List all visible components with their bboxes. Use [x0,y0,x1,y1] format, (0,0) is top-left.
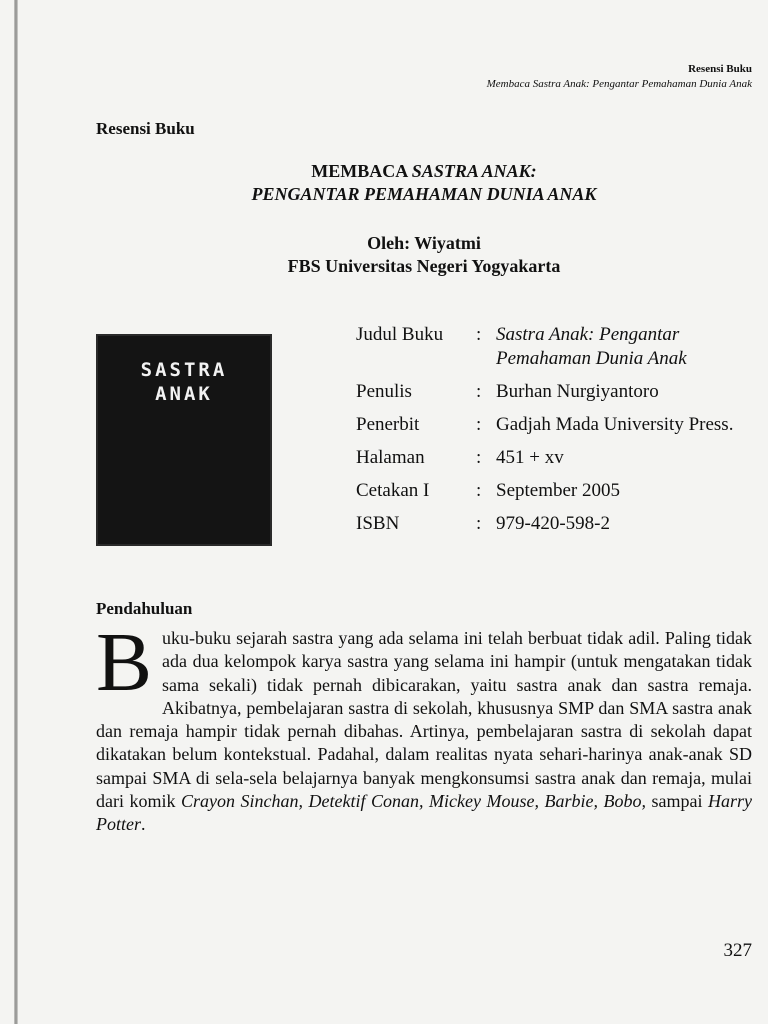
book-info-value: 451 + xv [496,447,564,468]
book-info-value: Sastra Anak: Pengantar Pemahaman Dunia Anak [496,324,687,369]
book-info-label: Judul Buku [356,324,444,345]
book-info-label: ISBN [356,513,400,534]
book-info-label: Penulis [356,381,412,402]
book-info-colon: : [476,447,482,468]
book-info-colon: : [476,480,482,501]
title-line-1-italic: SASTRA ANAK: [411,161,537,181]
page-binding-edge [14,0,18,1024]
book-info-row [356,479,756,503]
book-info-row [356,446,756,470]
book-info-value: Gadjah Mada University Press. [496,414,734,435]
book-info-colon: : [476,324,482,345]
intro-italic-harry-potter: Harry Potter [96,791,752,835]
book-info-colon: : [476,414,482,435]
intro-text-main: uku-buku sejarah sastra yang ada selama ini telah berbuat tidak adil. Paling tidak ada dua kelompok karya sastra yang selama ini hampir (untuk mengatakan tidak sama sekali) tidak pernah dibicarakan, yaitu sastra anak dan sastra remaja. Akibatnya, pembelajaran sastra di sekolah, khususnya SMP dan SMA sastra anak dan remaja hampir tidak pernah dibahas. Artinya, pembelajaran sastra di sekolah dapat dikatakan belum kontekstual. Padahal, dalam realitas nyata sehari-harinya anak-anak SD sampai SMA di sela-sela belajarnya banyak mengkonsumsi sastra anak dan remaja, mulai dari komik [96,628,752,812]
book-info-colon: : [476,513,482,534]
book-info-colon: : [476,381,482,402]
book-info-row [356,512,756,536]
cover-title [96,358,272,406]
section-heading-pendahuluan: Pendahuluan [96,599,193,618]
drop-cap: B [96,616,153,709]
title-line-1-prefix: MEMBACA [311,161,412,181]
intro-text-mid: sampai [645,791,708,812]
book-info-value: September 2005 [496,480,621,501]
book-info-value: 979-420-598-2 [496,513,610,534]
title-line-1 [96,160,752,183]
book-cover-image [96,334,272,546]
book-info-row [356,380,756,404]
book-info-row [356,413,756,437]
intro-text-end: . [141,814,146,835]
title-line-2: PENGANTAR PEMAHAMAN DUNIA ANAK [251,184,597,204]
book-info-label: Penerbit [356,414,420,435]
running-head-title: Membaca Sastra Anak: Pengantar Pemahaman Dunia Anak [486,78,752,90]
book-info-label: Cetakan I [356,480,430,501]
running-head-section: Resensi Buku [688,63,752,75]
cover-title-line-2: ANAK [155,383,213,405]
article-title [96,160,752,206]
page-number: 327 [723,940,752,961]
book-info-row [356,323,756,371]
intro-paragraph [96,616,752,837]
running-head [152,62,752,92]
intro-italic-titles: Crayon Sinchan, Detektif Conan, Mickey Mouse, Barbie, Bobo, [181,791,646,812]
book-info-value: Burhan Nurgiyantoro [496,381,659,402]
affiliation: FBS Universitas Negeri Yogyakarta [287,256,561,276]
author: Oleh: Wiyatmi [367,233,481,253]
book-info-label: Halaman [356,447,425,468]
byline [96,232,752,278]
section-label: Resensi Buku [96,119,195,138]
cover-title-line-1: SASTRA [140,359,228,381]
book-info-table [356,323,756,545]
